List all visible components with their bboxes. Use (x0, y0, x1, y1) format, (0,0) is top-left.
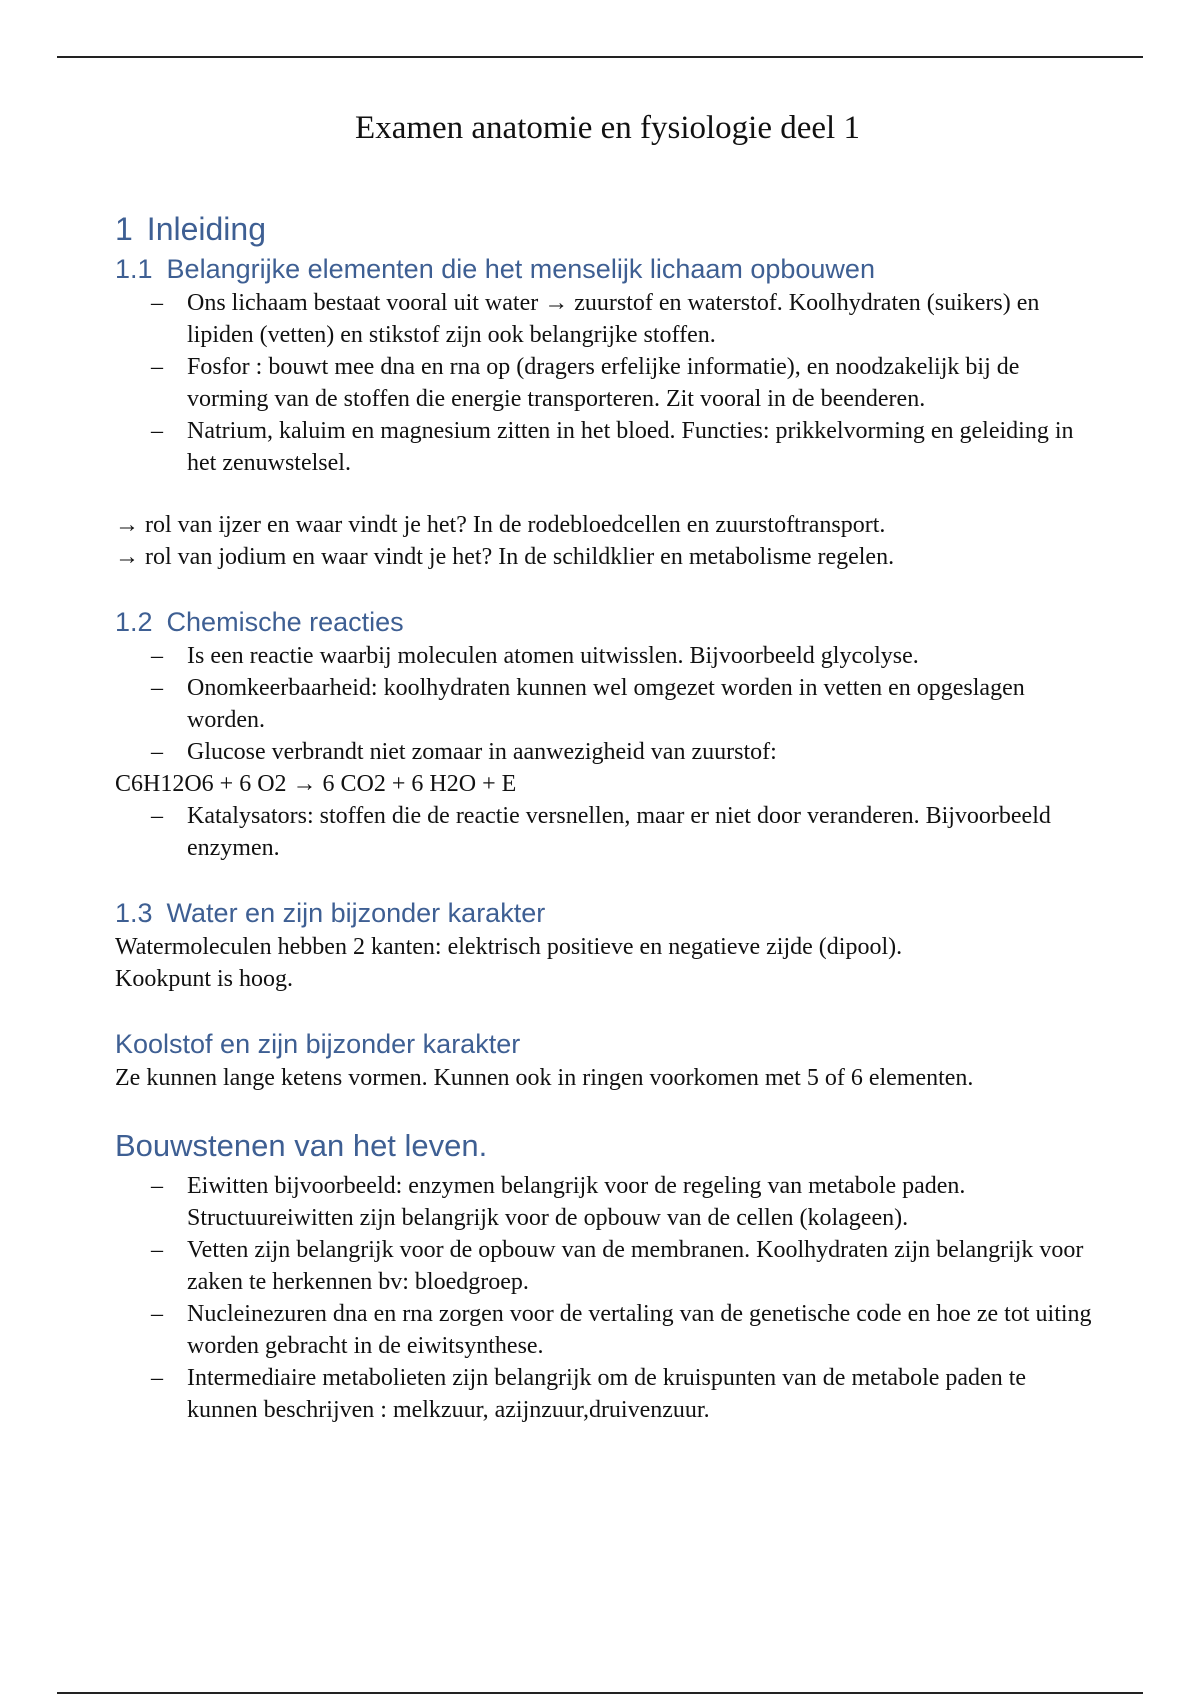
subsection-heading-1-1 (115, 254, 1100, 285)
dash-bullet: – (151, 1301, 163, 1327)
paragraph: Kookpunt is hoog. (115, 966, 294, 992)
list-item: – Fosfor : bouwt mee dna en rna op (dragers erfelijke informatie), en noodzakelijk bij de vorming van de stoffen die energie transporteren. Zit vooral in de beenderen. (115, 351, 1100, 415)
subsection-number: 1.1 (115, 254, 153, 284)
list-item: – Ons lichaam bestaat vooral uit water → zuurstof en waterstof. Koolhydraten (suikers) en lipiden (vetten) en stikstof zijn ook belangrijke stoffen. (115, 287, 1100, 351)
subsection-number: 1.2 (115, 607, 153, 637)
list-item: – Onomkeerbaarheid: koolhydraten kunnen wel omgezet worden in vetten en opgeslagen worden. (115, 672, 1100, 736)
list-item: – Katalysators: stoffen die de reactie versnellen, maar er niet door veranderen. Bijvoorbeeld enzymen. (115, 800, 1100, 864)
list-item: – Natrium, kaluim en magnesium zitten in het bloed. Functies: prikkelvorming en geleiding in het zenuwstelsel. (115, 415, 1100, 479)
list-bouwstenen (115, 1170, 1100, 1426)
paragraph: Watermoleculen hebben 2 kanten: elektrisch positieve en negatieve zijde (dipool). (115, 934, 903, 960)
dash-bullet: – (151, 803, 163, 829)
note-line: → rol van ijzer en waar vindt je het? In de rodebloedcellen en zuurstoftransport. (115, 512, 886, 538)
section-number: 1 (115, 211, 133, 247)
dash-bullet: – (151, 1365, 163, 1391)
dash-bullet: – (151, 1237, 163, 1263)
subsection-heading-1-2 (115, 607, 1100, 638)
bottom-rule (57, 1692, 1143, 1694)
list-item: – Glucose verbrandt niet zomaar in aanwezigheid van zuurstof: (115, 736, 1100, 768)
subsection-title: Chemische reacties (166, 607, 404, 637)
top-rule (57, 56, 1143, 58)
paragraph: Ze kunnen lange ketens vormen. Kunnen ook in ringen voorkomen met 5 of 6 elementen. (115, 1065, 974, 1091)
document-title: Examen anatomie en fysiologie deel 1 (355, 110, 860, 146)
note-line: → rol van jodium en waar vindt je het? In de schildklier en metabolisme regelen. (115, 544, 895, 570)
list-reactions (115, 640, 1100, 768)
list-item: – Intermediaire metabolieten zijn belangrijk om de kruispunten van de metabole paden te kunnen beschrijven : melkzuur, azijnzuur,druivenzuur. (115, 1362, 1100, 1426)
list-item: – Eiwitten bijvoorbeeld: enzymen belangrijk voor de regeling van metabole paden. Structuureiwitten zijn belangrijk voor de opbouw van de cellen (kolageen). (115, 1170, 1100, 1234)
subsection-heading-1-3 (115, 898, 1100, 929)
list-item: – Nucleinezuren dna en rna zorgen voor de vertaling van de genetische code en hoe ze tot uiting worden gebracht in de eiwitsynthese. (115, 1298, 1100, 1362)
list-item: – Vetten zijn belangrijk voor de opbouw van de membranen. Koolhydraten zijn belangrijk voor zaken te herkennen bv: bloedgroep. (115, 1234, 1100, 1298)
subsection-title: Water en zijn bijzonder karakter (166, 898, 546, 928)
subsection-title: Belangrijke elementen die het menselijk lichaam opbouwen (166, 254, 875, 284)
section-title: Inleiding (146, 211, 266, 247)
dash-bullet: – (151, 1173, 163, 1199)
list-item: – Is een reactie waarbij moleculen atomen uitwisslen. Bijvoorbeeld glycolyse. (115, 640, 1100, 672)
dash-bullet: – (151, 354, 163, 380)
dash-bullet: – (151, 643, 163, 669)
heading-bouwstenen: Bouwstenen van het leven. (115, 1128, 488, 1163)
dash-bullet: – (151, 739, 163, 765)
chemical-formula: C6H12O6 + 6 O2 → 6 CO2 + 6 H2O + E (115, 771, 517, 797)
list-reactions-2 (115, 800, 1100, 864)
subsection-number: 1.3 (115, 898, 153, 928)
dash-bullet: – (151, 418, 163, 444)
dash-bullet: – (151, 290, 163, 316)
section-heading-inleiding (115, 211, 1100, 248)
document-body (115, 110, 1100, 1426)
heading-koolstof: Koolstof en zijn bijzonder karakter (115, 1029, 521, 1059)
dash-bullet: – (151, 675, 163, 701)
list-elements (115, 287, 1100, 479)
